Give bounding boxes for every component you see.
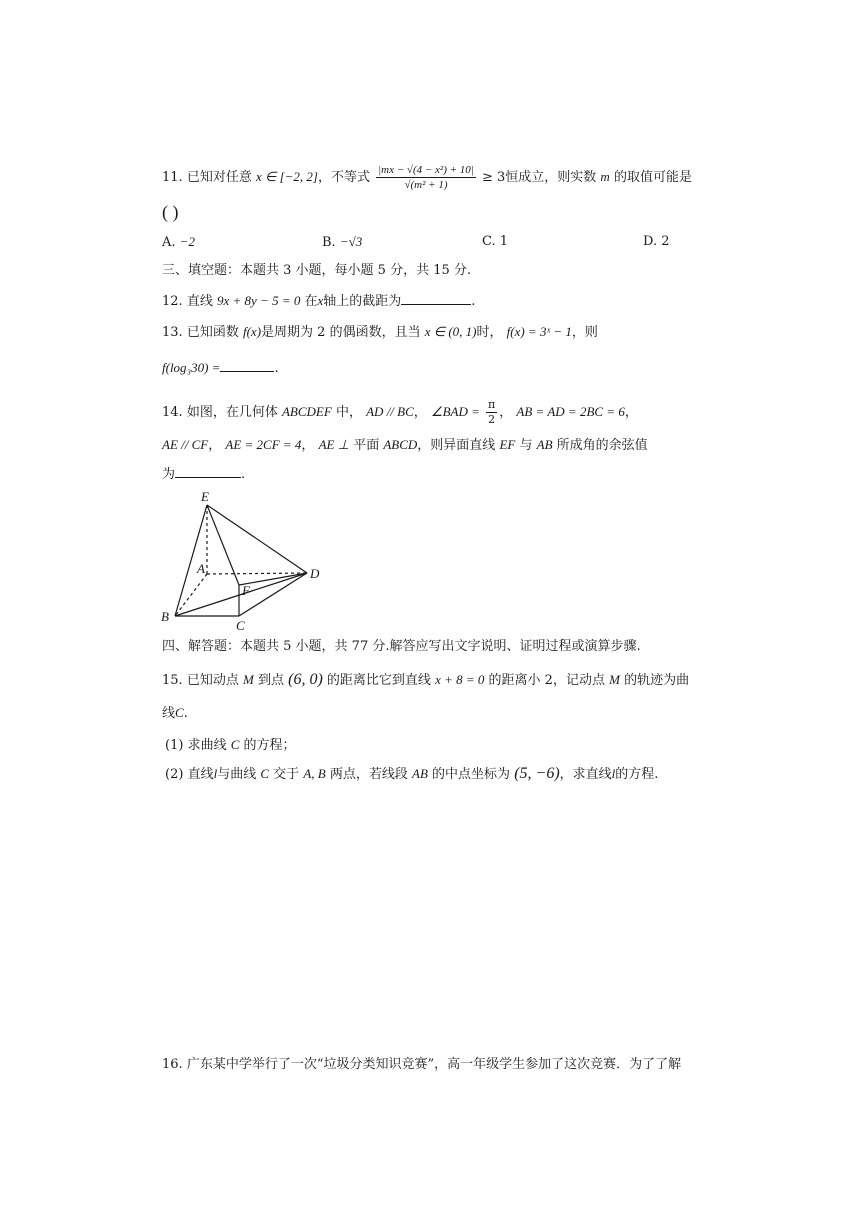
q14-stem-line3: 为 . [162,463,245,485]
q14-answer-blank[interactable] [175,463,241,478]
q14-stem-line2: AE // CF， AE = 2CF = 4， AE ⊥ 平面 ABCD，则异面直线 EF 与 AB 所成角的余弦值 [162,437,648,453]
label-D: D [310,566,320,581]
q11-option-a: A. −2 [162,234,195,250]
label-E: E [201,489,209,504]
q12-stem: 12. 直线 9x + 8y − 5 = 0 在x轴上的截距为 . [162,290,475,312]
q11-answer-paren: ( ) [162,202,179,222]
q11-condition: x ∈ [−2, 2] [255,169,318,184]
q13-stem: 13. 已知函数 f(x)是周期为 2 的偶函数，且当 x ∈ (0, 1)时， f(x) = 3ˣ − 1，则 [162,324,598,340]
label-A: A [197,561,205,576]
q14-geometry-figure [150,485,340,635]
q13-number: 13. [162,325,183,340]
q13-answer-blank[interactable] [220,357,274,372]
edge-BD [175,573,307,616]
q12-answer-blank[interactable] [401,290,471,305]
q11-option-d: D. 2 [643,234,670,249]
q11-option-c: C. 1 [482,234,509,249]
q14-stem-line1: 14. 如图，在几何体 ABCDEF 中， AD // BC， ∠BAD = $\frac{\pi}{2}$ ， AB = AD = 2BC = 6， [162,398,638,426]
edge-AB [175,574,207,616]
q11-option-b: B. −√3 [322,234,363,250]
label-F: F [242,583,250,598]
section-3-heading: 三、填空题：本题共 3 小题，每小题 5 分，共 15 分. [162,263,472,278]
q11-stem: 11. 已知对任意 x ∈ [−2, 2]，不等式 $\frac{\text{|mx − √(4 − x²) + 10|}}{\text{√(m² + 1)}}$ ≥ 3恒成立，则实数 m 的取值可能是 [162,164,692,191]
label-B: B [161,609,169,624]
q15-stem-line1: 15. 已知动点 M 到点 (6, 0) 的距离比它到直线 x + 8 = 0 的距离小 2，记动点 M 的轨迹为曲 [162,671,690,688]
q16-stem: 16. 广东某中学举行了一次“垃圾分类知识竞赛”，高一年级学生参加了这次竞赛．为了了解 [162,1057,682,1072]
edge-ED [207,505,307,573]
q14-number: 14. [162,405,183,420]
q11-fraction: $\frac{\text{|mx − √(4 − x²) + 10|}}{\text{√(m² + 1)}}$ [378,164,474,191]
q15-sub2: (2) 直线l与曲线 C 交于 A, B 两点，若线段 AB 的中点坐标为 (5, −6)，求直线l的方程. [165,765,659,782]
q16-number: 16. [162,1057,183,1072]
edge-EF [207,505,239,585]
q11-number: 11. [162,170,183,185]
q14-angle-fraction: $\frac{\pi}{2}$ [488,398,496,426]
q15-number: 15. [162,673,183,688]
section-4-heading: 四、解答题：本题共 5 小题，共 77 分.解答应写出文字说明、证明过程或演算步骤. [162,639,641,654]
edge-AD [207,573,307,574]
q15-sub1: (1) 求曲线 C 的方程； [165,737,296,753]
label-C: C [236,618,245,633]
q12-number: 12. [162,294,183,309]
q13-ask: f(log₃30) = . [162,357,279,379]
q15-stem-line2: 线C. [162,705,188,721]
